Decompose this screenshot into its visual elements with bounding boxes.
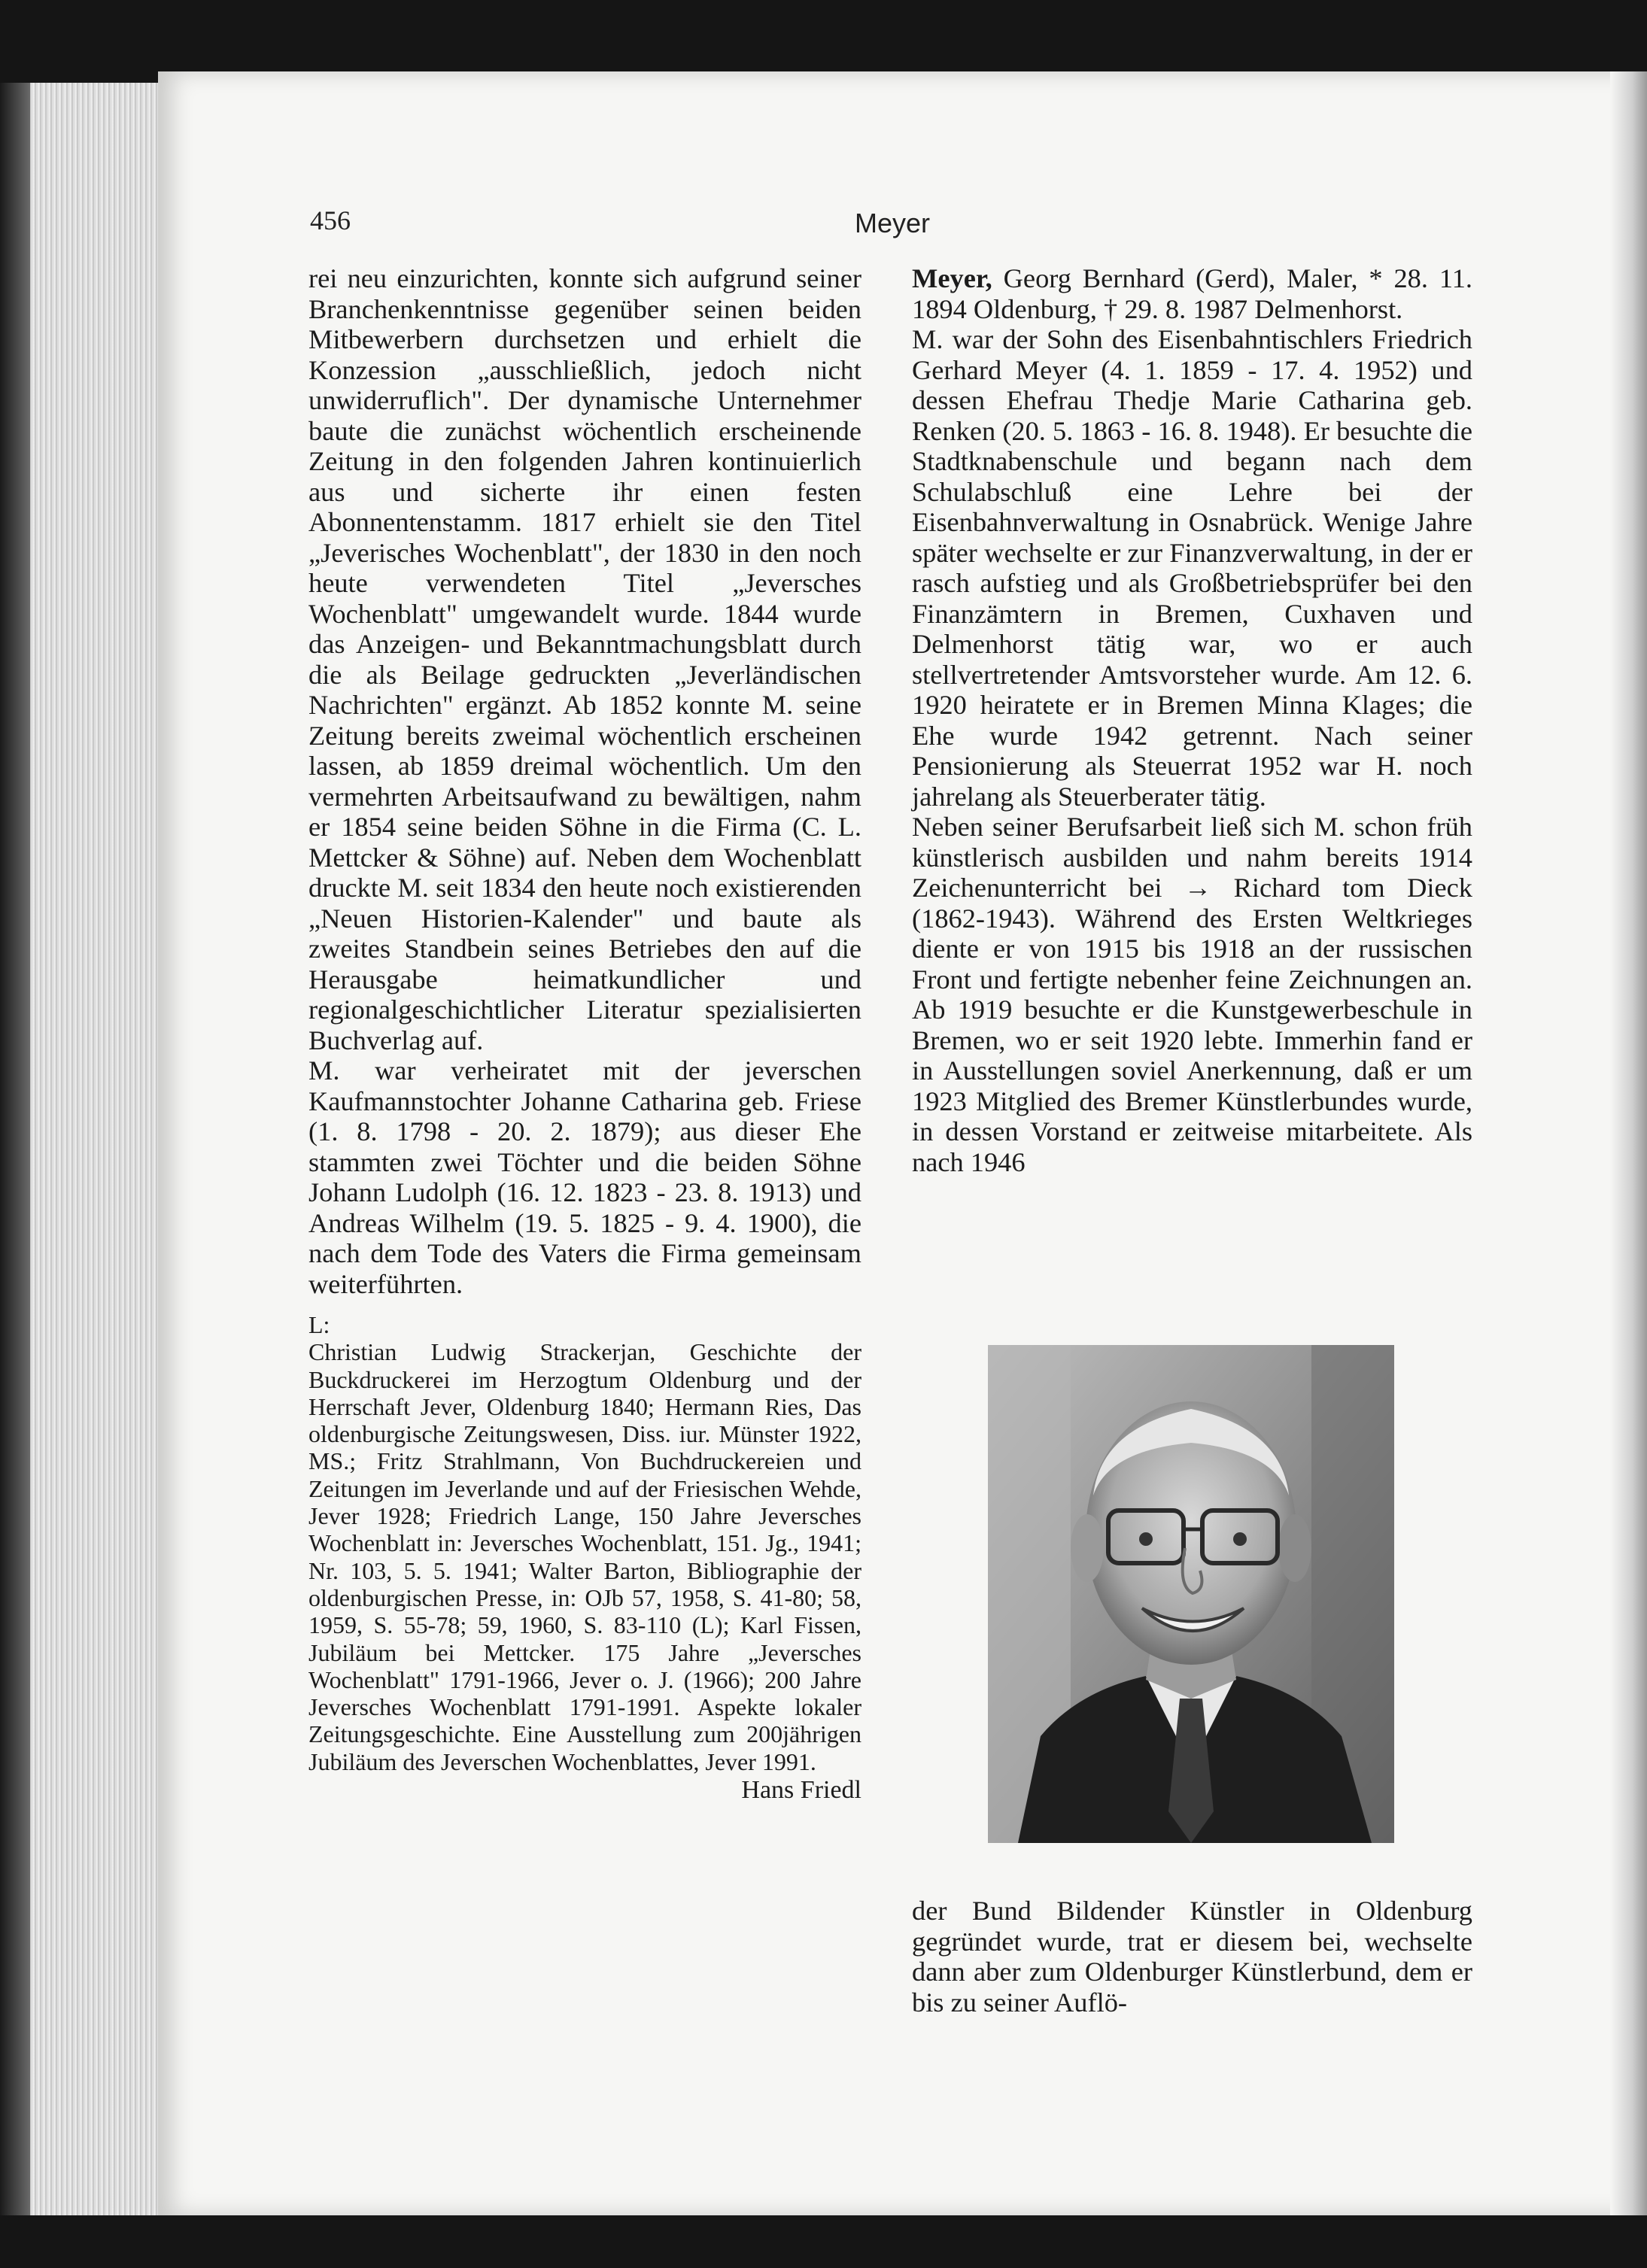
running-head: Meyer: [855, 208, 931, 238]
portrait-photo: [988, 1345, 1394, 1843]
paragraph: Neben seiner Berufsarbeit ließ sich M. schon früh künstlerisch ausbilden und nahm bereits 1914 Zeichenunterricht bei → Richard tom Dieck (1862-1943). Während des Ersten Weltkrieges diente er von 1915 bis 1918 an der russischen Front und fertigte nebenher feine Zeichnungen an. Ab 1919 besuchte er die Kunstgewerbeschule in Bremen, wo er seit 1920 lebte. Immerhin fand er in Ausstellungen soviel Anerkennung, daß er um 1923 Mitglied des Bremer Künstlerbundes wurde, in dessen Vorstand er zeitweise mitarbeitete. Als nach 1946: [912, 812, 1472, 1177]
paragraph: M. war der Sohn des Eisenbahntischlers Friedrich Gerhard Meyer (4. 1. 1859 - 17. 4. 1952) und dessen Ehefrau Thedje Marie Catharina geb. Renken (20. 5. 1863 - 16. 8. 1948). Er besuchte die Stadtknabenschule und begann nach dem Schulabschluß eine Lehre bei der Eisenbahnverwaltung in Osnabrück. Wenige Jahre später wechselte er zur Finanzverwaltung, in der er rasch aufstieg und als Großbetriebsprüfer bei den Finanzämtern in Bremen, Cuxhaven und Delmenhorst tätig war, wo er auch stellvertretender Amtsvorsteher wurde. Am 12. 6. 1920 heiratete er in Bremen Minna Klages; die Ehe wurde 1942 getrennt. Nach seiner Pensionierung als Steuerrat 1952 war H. noch jahrelang als Steuerberater tätig.: [912, 324, 1472, 812]
entry-header: [912, 263, 1472, 324]
portrait-image: [988, 1345, 1394, 1843]
paragraph: der Bund Bildender Künstler in Oldenburg gegründet wurde, trat er diesem bei, wechselte dann aber zum Oldenburger Künstlerbund, dem er bis zu seiner Auflö-: [912, 1896, 1472, 2018]
entry-intro: Georg Bernhard (Gerd), Maler, * 28. 11. 1894 Oldenburg, † 29. 8. 1987 Delmenhorst.: [912, 263, 1472, 324]
book-spine-shadow: [0, 83, 30, 2215]
page-number: 456: [310, 205, 351, 235]
entry-headword: Meyer,: [912, 263, 992, 293]
page-right-edge: [1610, 71, 1647, 2215]
literature-label: L:: [308, 1311, 330, 1338]
left-column: [308, 263, 861, 1805]
paragraph: M. war verheiratet mit der jeverschen Kaufmannstochter Johanne Catharina geb. Friese (1. 8. 1798 - 20. 2. 1879); aus dieser Ehe stammten zwei Töchter und die beiden Söhne Johann Ludolph (16. 12. 1823 - 23. 8. 1913) und Andreas Wilhelm (19. 5. 1825 - 9. 4. 1900), die nach dem Tode des Vaters die Firma gemeinsam weiterführten.: [308, 1055, 861, 1299]
right-column: [912, 263, 1472, 1177]
right-column-continuation: [912, 1896, 1472, 2018]
scan-frame-bottom: [0, 2215, 1647, 2268]
author-signature: Hans Friedl: [741, 1776, 861, 1805]
literature-text: Christian Ludwig Strackerjan, Geschichte der Buckdruckerei im Herzogtum Oldenburg und der Herrschaft Jever, Oldenburg 1840; Hermann Ries, Das oldenburgische Zeitungswesen, Diss. iur. Münster 1922, MS.; Fritz Strahlmann, Von Buchdruckereien und Zeitungen im Jeverlande und auf der Friesischen Wehde, Jever 1928; Friedrich Lange, 150 Jahre Jeversches Wochenblatt in: Jeversches Wochenblatt, 151. Jg., 1941; Nr. 103, 5. 5. 1941; Walter Barton, Bibliographie der oldenburgischen Presse, in: OJb 57, 1958, S. 41-80; 58, 1959, S. 55-78; 59, 1960, S. 83-110 (L); Karl Fissen, Jubiläum bei Mettcker. 175 Jahre „Jeversches Wochenblatt" 1791-1966, Jever o. J. (1966); 200 Jahre Jeversches Wochenblatt 1791-1991. Aspekte lokaler Zeitungsgeschichte. Eine Ausstellung zum 200jährigen Jubiläum des Jeverschen Wochenblattes, Jever 1991.: [308, 1338, 861, 1775]
literature-section: [308, 1311, 861, 1775]
scan-frame-top: [0, 0, 1647, 83]
paragraph: rei neu einzurichten, konnte sich aufgrund seiner Branchenkenntnisse gegenüber seinen beiden Mitbewerbern durchsetzen und erhielt die Konzession „ausschließlich, jedoch nicht unwiderruflich". Der dynamische Unternehmer baute die zunächst wöchentlich erscheinende Zeitung in den folgenden Jahren kontinuierlich aus und sicherte ihr einen festen Abonnentenstamm. 1817 erhielt sie den Titel „Jeverisches Wochenblatt", der 1830 in den noch heute verwendeten Titel „Jeversches Wochenblatt" umgewandelt wurde. 1844 wurde das Anzeigen- und Bekanntmachungsblatt durch die als Beilage gedruckten „Jeverländischen Nachrichten" ergänzt. Ab 1852 konnte M. seine Zeitung bereits zweimal wöchentlich erscheinen lassen, ab 1859 dreimal wöchentlich. Um den vermehrten Arbeitsaufwand zu bewältigen, nahm er 1854 seine beiden Söhne in die Firma (C. L. Mettcker & Söhne) auf. Neben dem Wochenblatt druckte M. seit 1834 den heute noch existierenden „Neuen Historien-Kalender" und baute als zweites Standbein seines Betriebes den auf die Herausgabe heimatkundlicher und regionalgeschichtlicher Literatur spezialisierten Buchverlag auf.: [308, 263, 861, 1055]
